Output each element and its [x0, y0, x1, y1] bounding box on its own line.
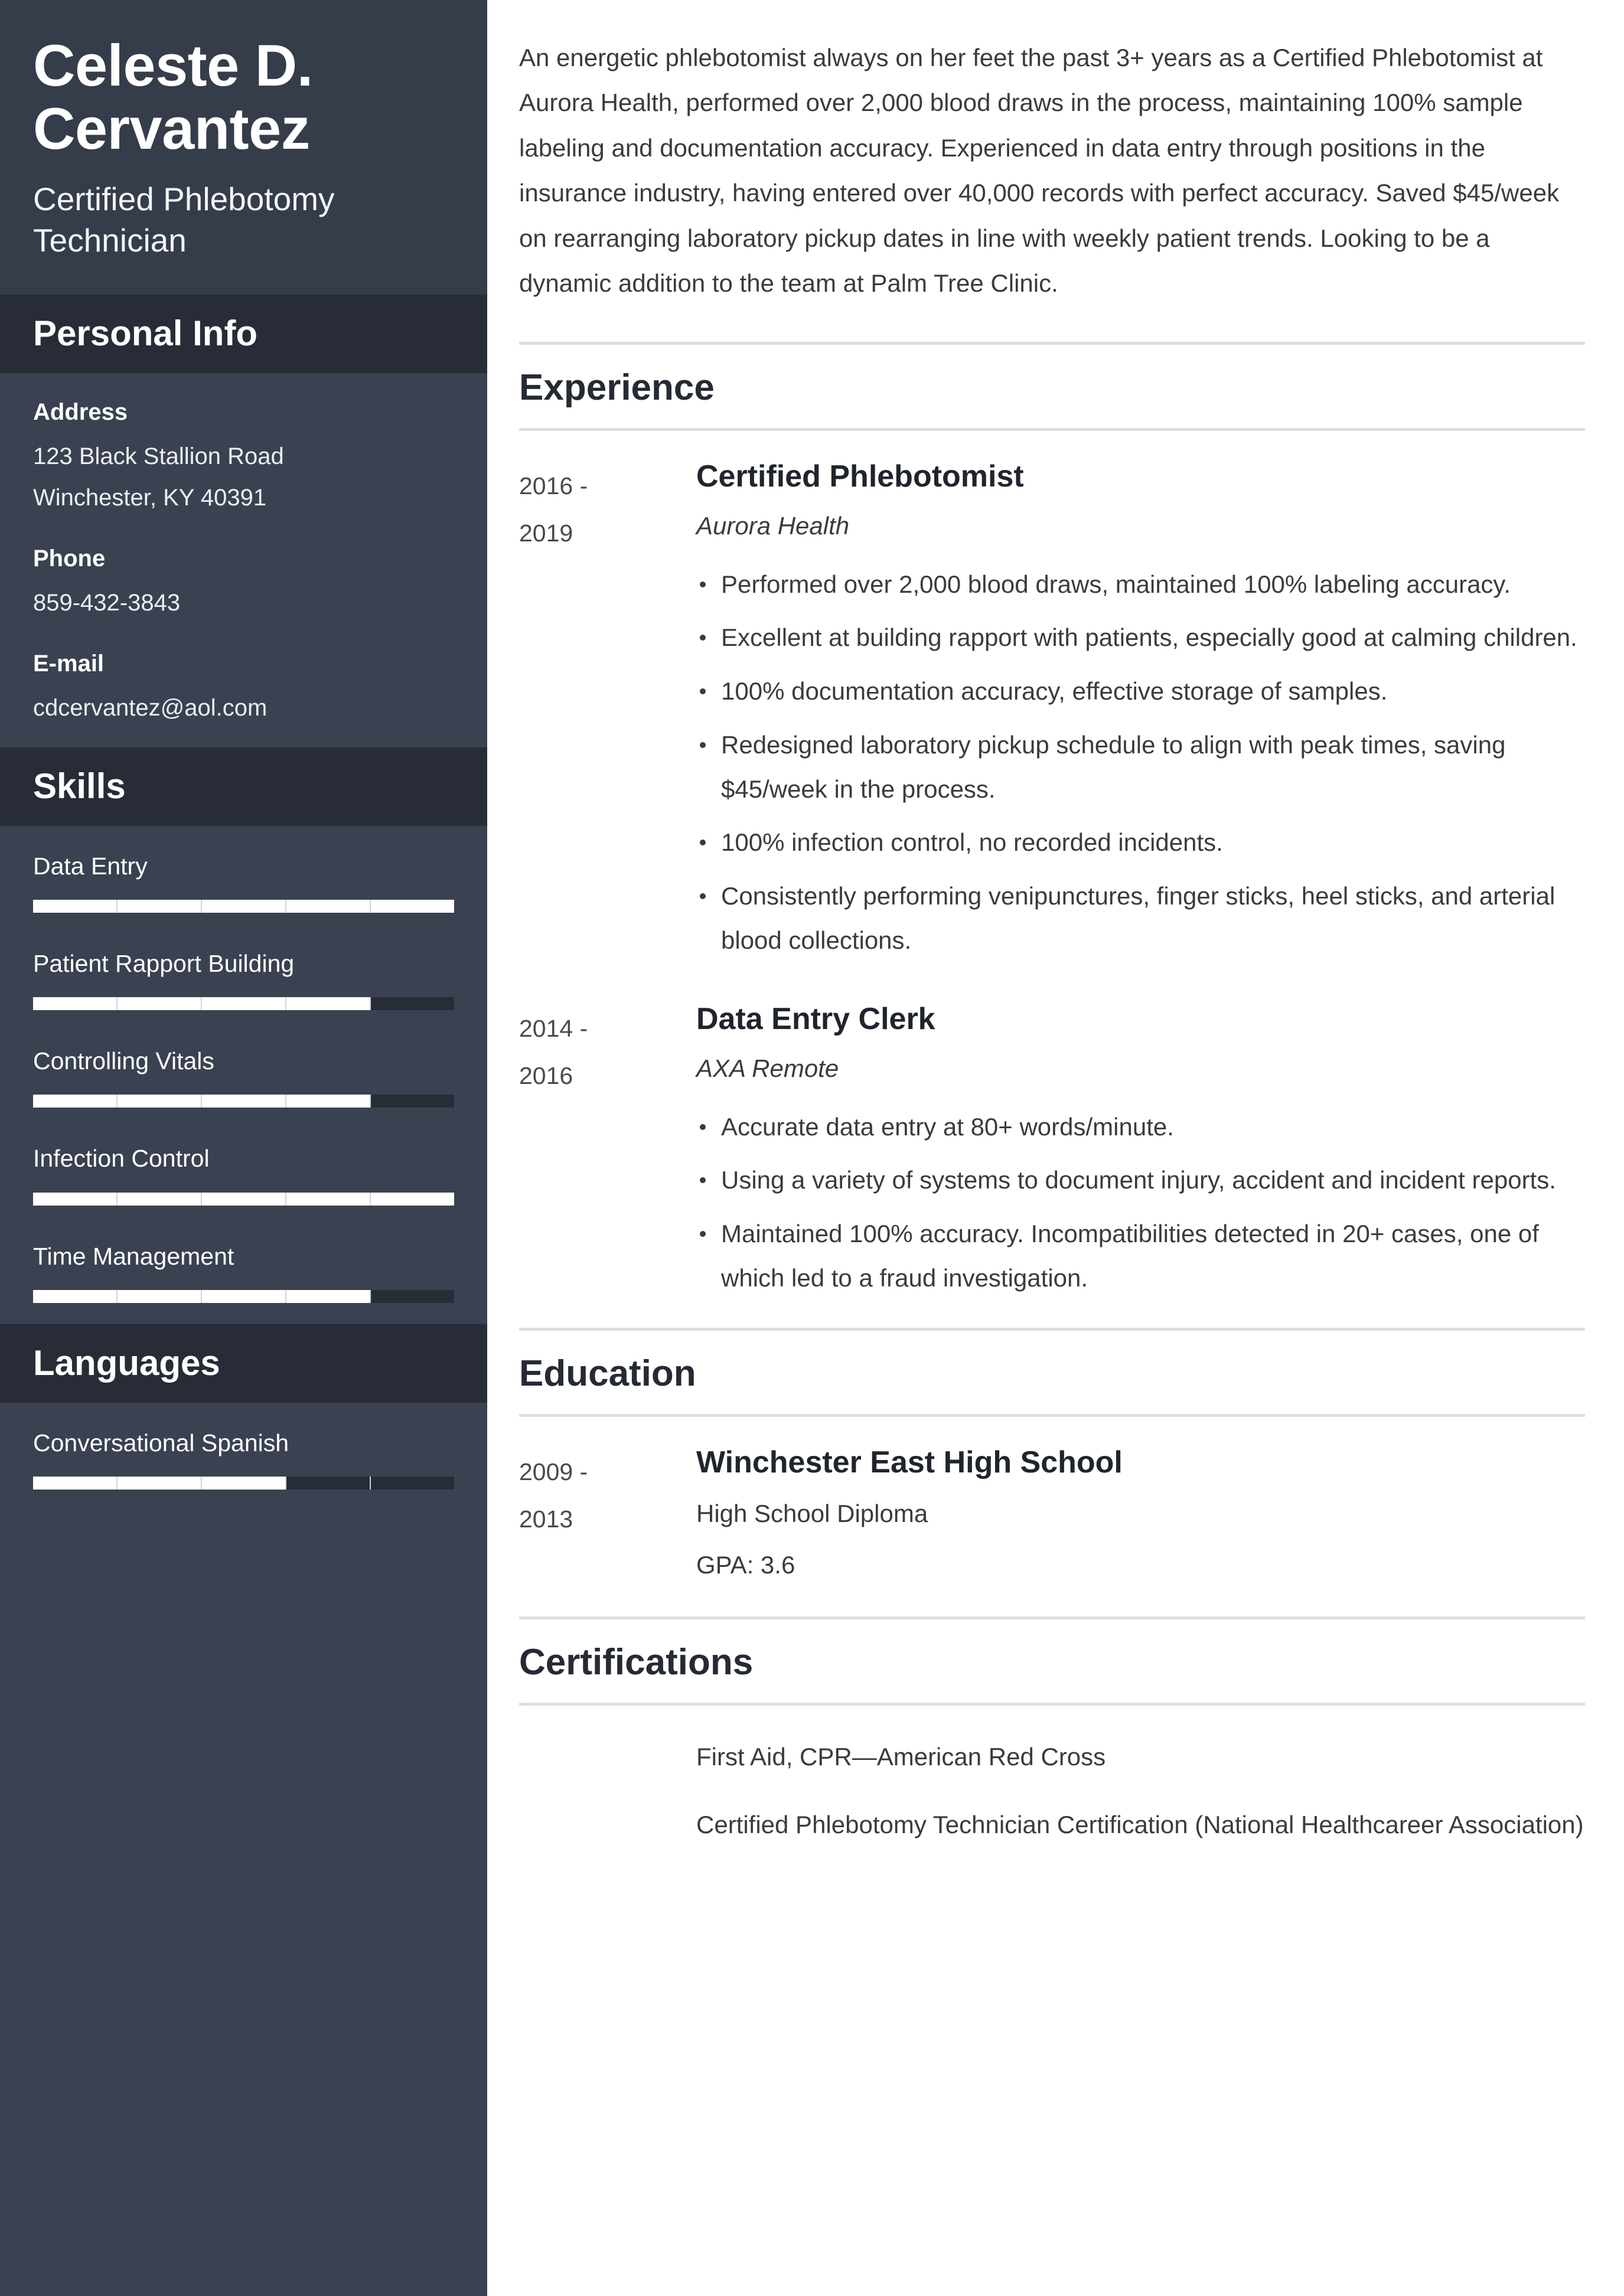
bar-tick-marks: [33, 900, 454, 913]
section-certifications: [519, 1616, 1585, 1847]
date-end: 2013: [519, 1505, 573, 1533]
address-label: Address: [33, 399, 128, 425]
gpa-value: GPA: 3.6: [696, 1551, 795, 1579]
degree-name: High School Diploma: [696, 1500, 928, 1528]
skill-item: [33, 852, 454, 913]
school-name: Winchester East High School: [696, 1445, 1123, 1480]
sidebar-spacer: [0, 1511, 487, 2296]
bar-tick-marks: [33, 997, 454, 1010]
job-organization: Aurora Health: [696, 512, 850, 540]
job-bullet: Redesigned laboratory pickup schedule to align with peak times, saving $45/week in the process.: [696, 723, 1585, 812]
job-bullet: Maintained 100% accuracy. Incompatibilities detected in 20+ cases, one of which led to a fraud investigation.: [696, 1212, 1585, 1301]
experience-entry: [519, 458, 1585, 972]
job-bullet: Using a variety of systems to document injury, accident and incident reports.: [696, 1158, 1585, 1203]
date-end: 2019: [519, 519, 573, 547]
experience-entry: [519, 1001, 1585, 1310]
skills-body: [0, 826, 487, 1324]
phone-label: Phone: [33, 546, 106, 572]
info-group-email: [33, 651, 454, 726]
skill-item: [33, 949, 454, 1010]
sidebar-section-header-personal-info: [0, 295, 487, 373]
sidebar-section-header-languages: [0, 1324, 487, 1403]
info-group-address: [33, 399, 454, 517]
skill-level-bar: [33, 1095, 454, 1108]
experience-heading: Experience: [519, 367, 715, 408]
education-entry: [519, 1444, 1585, 1599]
education-entries: [519, 1417, 1585, 1599]
skills-title: Skills: [33, 766, 126, 806]
job-bullet: 100% infection control, no recorded incidents.: [696, 821, 1585, 865]
job-bullet: Accurate data entry at 80+ words/minute.: [696, 1105, 1585, 1149]
skill-item: [33, 1242, 454, 1303]
experience-entries: [519, 431, 1585, 1310]
entry-date-range: [519, 458, 696, 557]
certification-item: First Aid, CPR—American Red Cross: [696, 1743, 1106, 1771]
sidebar-section-header-skills: [0, 747, 487, 826]
skill-label: Infection Control: [33, 1145, 210, 1173]
job-bullet-list: [696, 1105, 1585, 1301]
skill-label: Data Entry: [33, 852, 148, 880]
address-line-1: 123 Black Stallion Road: [33, 443, 284, 469]
bar-tick-marks: [33, 1290, 454, 1303]
info-group-phone: [33, 546, 454, 621]
language-item: [33, 1429, 454, 1490]
date-end: 2016: [519, 1062, 573, 1089]
languages-body: [0, 1403, 487, 1511]
skill-level-bar: [33, 1193, 454, 1206]
entry-details: [696, 1001, 1585, 1310]
certifications-heading: Certifications: [519, 1641, 754, 1683]
job-bullet: 100% documentation accuracy, effective storage of samples.: [696, 669, 1585, 714]
date-start: 2014 -: [519, 1014, 588, 1042]
entry-details: [696, 1444, 1585, 1599]
bar-tick-marks: [33, 1095, 454, 1108]
professional-summary: An energetic phlebotomist always on her feet the past 3+ years as a Certified Phlebotomist at Aurora Health, performed over 2,000 blood draws in the process, maintaining 100% sample labeling and documentation accuracy. Experienced in data entry through positions in the insurance industry, having entered over 40,000 records with perfect accuracy. Saved $45/week on rearranging laboratory pickup dates in line with weekly patient trends. Looking to be a dynamic addition to the team at Palm Tree Clinic.: [519, 44, 1560, 298]
name-header-block: [0, 0, 487, 295]
page-title: Celeste D. Cervantez: [33, 32, 313, 161]
job-bullet: Excellent at building rapport with patients, especially good at calming children.: [696, 616, 1585, 660]
education-heading: Education: [519, 1353, 696, 1394]
entry-date-range: [519, 1444, 696, 1543]
job-role: Certified Phlebotomist: [696, 459, 1024, 494]
job-bullet-list: [696, 563, 1585, 963]
skill-label: Patient Rapport Building: [33, 949, 295, 977]
main-content: [487, 0, 1624, 2296]
email-value[interactable]: cdcervantez@aol.com: [33, 694, 268, 721]
date-start: 2016 -: [519, 472, 588, 499]
skill-level-bar: [33, 1290, 454, 1303]
skill-level-bar: [33, 900, 454, 913]
language-level-bar: [33, 1477, 454, 1490]
bar-tick-marks: [33, 1193, 454, 1206]
address-line-2: Winchester, KY 40391: [33, 485, 267, 511]
phone-value[interactable]: 859-432-3843: [33, 590, 181, 616]
sidebar: [0, 0, 487, 2296]
section-education: [519, 1328, 1585, 1599]
bar-tick-marks: [33, 1477, 454, 1490]
job-bullet: Consistently performing venipunctures, finger sticks, heel sticks, and arterial blood collections.: [696, 874, 1585, 963]
languages-title: Languages: [33, 1343, 220, 1383]
skill-level-bar: [33, 997, 454, 1010]
skill-label: Time Management: [33, 1242, 234, 1270]
personal-info-body: [0, 373, 487, 747]
skill-item: [33, 1144, 454, 1205]
job-title: Certified Phlebotomy Technician: [33, 180, 335, 259]
skill-item: [33, 1047, 454, 1108]
section-experience: [519, 342, 1585, 1310]
date-start: 2009 -: [519, 1458, 588, 1485]
entry-date-range: [519, 1001, 696, 1100]
entry-details: [696, 458, 1585, 972]
certification-item: Certified Phlebotomy Technician Certification (National Healthcareer Association): [696, 1810, 1584, 1838]
personal-info-title: Personal Info: [33, 313, 258, 353]
job-bullet: Performed over 2,000 blood draws, maintained 100% labeling accuracy.: [696, 563, 1585, 607]
language-label: Conversational Spanish: [33, 1429, 289, 1456]
email-label: E-mail: [33, 650, 105, 677]
job-role: Data Entry Clerk: [696, 1001, 935, 1036]
skill-label: Controlling Vitals: [33, 1047, 214, 1075]
certifications-list: [519, 1706, 1585, 1847]
job-organization: AXA Remote: [696, 1054, 839, 1083]
